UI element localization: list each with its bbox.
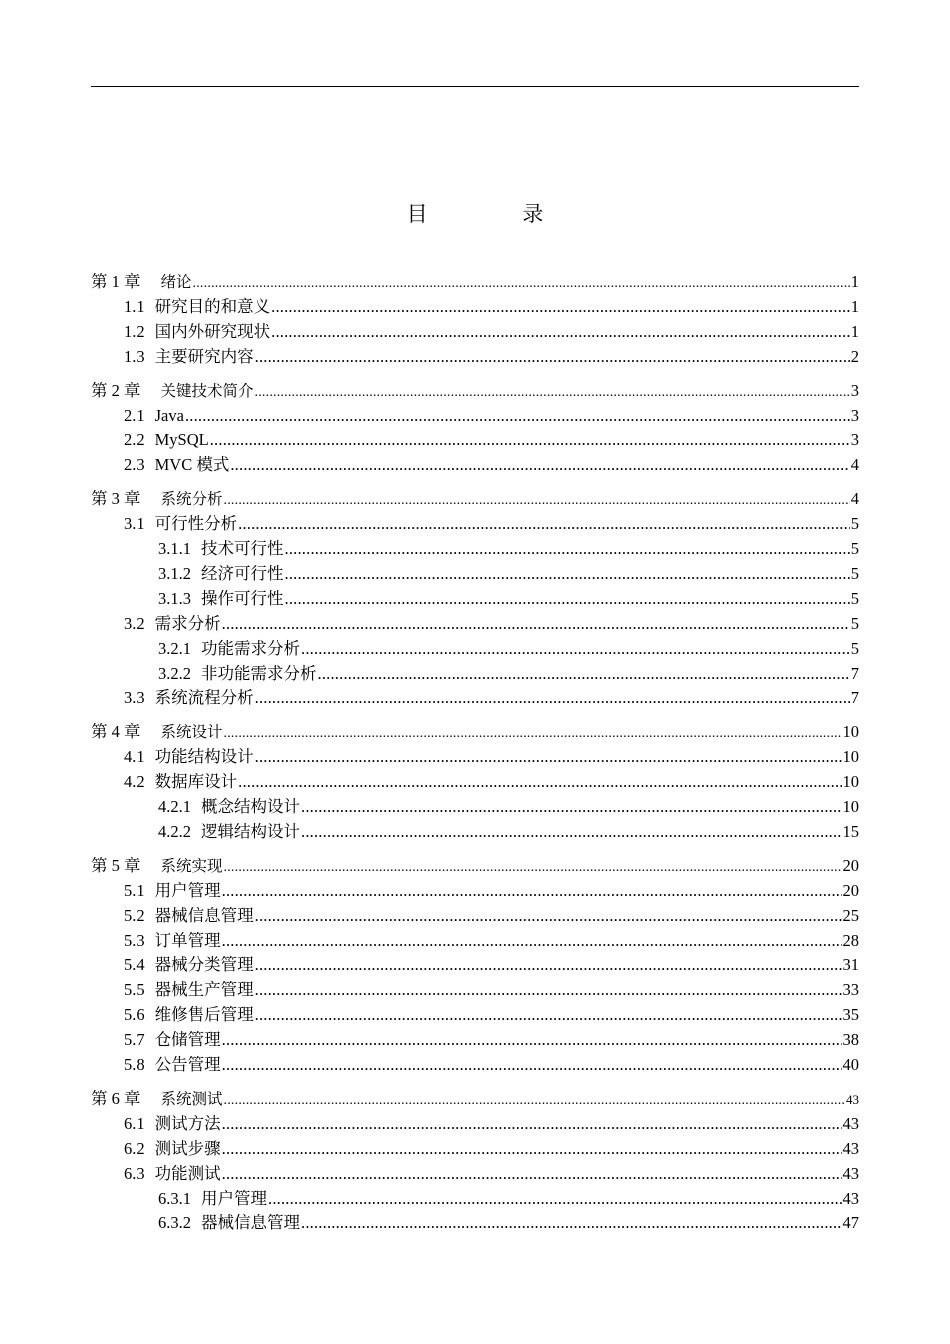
toc-entry-number: 3.2.1	[158, 638, 191, 658]
toc-page-number: 43	[846, 1091, 859, 1107]
toc-entry-title: 技术可行性	[201, 539, 284, 558]
toc-entry-number: 3.2.2	[158, 663, 191, 683]
toc-section-entry[interactable]	[91, 403, 859, 428]
toc-dot-leader	[185, 403, 850, 428]
toc-entry-number: 1.1	[124, 296, 145, 316]
toc-entry-title: 系统测试	[160, 1089, 223, 1108]
toc-page-number: 3	[850, 430, 859, 450]
toc-dot-leader	[255, 379, 850, 405]
toc-entry-number: 第 5 章	[91, 855, 141, 875]
header-rule	[91, 86, 859, 87]
toc-page-number: 5	[850, 588, 859, 608]
toc-entry-title: 器械分类管理	[154, 955, 254, 975]
toc-entry-number: 第 6 章	[91, 1088, 141, 1108]
toc-page-number: 5	[850, 563, 859, 583]
toc-page-number: 5	[850, 514, 859, 534]
toc-chapter-entry[interactable]	[91, 269, 859, 294]
toc-section-entry[interactable]	[91, 294, 859, 319]
toc-entry-title: 国内外研究现状	[154, 321, 271, 341]
toc-page-number: 10	[842, 722, 859, 742]
toc-entry-title: Java	[154, 405, 184, 425]
toc-page-number: 47	[842, 1213, 859, 1233]
toc-dot-leader	[285, 561, 850, 586]
toc-entry-title: 测试步骤	[154, 1138, 221, 1158]
toc-dot-leader	[255, 903, 842, 928]
toc-section-entry[interactable]	[91, 685, 859, 710]
toc-page-number: 2	[850, 346, 859, 366]
toc-dot-leader	[255, 344, 850, 369]
toc-dot-leader	[301, 1210, 842, 1235]
toc-section-entry[interactable]	[91, 1052, 859, 1077]
toc-section-entry[interactable]	[91, 1027, 859, 1052]
toc-entry-number: 3.2	[124, 613, 145, 633]
toc-section-entry[interactable]	[91, 427, 859, 452]
toc-entry-title: 器械信息管理	[154, 905, 254, 925]
toc-entry-title: 维修售后管理	[154, 1005, 254, 1025]
toc-page-number: 10	[842, 772, 859, 792]
toc-dot-leader	[193, 270, 850, 296]
toc-entry-number: 3.1.2	[158, 563, 191, 583]
toc-page-number: 1	[850, 321, 859, 341]
toc-section-entry[interactable]	[91, 878, 859, 903]
toc-section-entry[interactable]	[91, 511, 859, 536]
toc-entry-title: 系统设计	[160, 723, 223, 742]
toc-dot-leader	[210, 427, 850, 452]
toc-section-entry[interactable]	[91, 928, 859, 953]
toc-entry-title: 系统流程分析	[154, 688, 254, 708]
toc-entry-number: 4.2.2	[158, 821, 191, 841]
toc-entry-title: 系统分析	[160, 490, 223, 509]
toc-entry-number: 6.2	[124, 1138, 145, 1158]
toc-dot-leader	[222, 1136, 842, 1161]
toc-page-number: 25	[842, 905, 859, 925]
toc-entry-number: 第 2 章	[91, 380, 141, 400]
toc-chapter-entry[interactable]	[91, 486, 859, 511]
toc-dot-leader	[285, 586, 850, 611]
toc-dot-leader	[222, 1027, 842, 1052]
toc-entry-title: 用户管理	[201, 1188, 267, 1208]
toc-entry-number: 第 3 章	[91, 489, 141, 509]
toc-section-entry[interactable]	[91, 319, 859, 344]
toc-page-number: 40	[842, 1055, 859, 1074]
toc-section-entry[interactable]	[91, 1111, 859, 1136]
toc-page-number: 43	[842, 1138, 859, 1158]
toc-section-entry[interactable]	[91, 344, 859, 369]
toc-entry-number: 6.3.2	[158, 1213, 191, 1233]
toc-section-entry[interactable]	[91, 1210, 859, 1235]
toc-dot-leader	[255, 977, 842, 1002]
toc-entry-number: 5.2	[124, 905, 145, 925]
toc-dot-leader	[238, 511, 850, 536]
toc-dot-leader	[271, 294, 850, 319]
toc-page-number: 5	[850, 613, 859, 633]
toc-dot-leader	[255, 685, 850, 710]
toc-entry-number: 5.3	[124, 930, 145, 950]
toc-page-number: 31	[842, 955, 859, 975]
toc-dot-leader	[222, 1161, 842, 1186]
toc-page-number: 43	[842, 1113, 859, 1133]
toc-entry-number: 第 1 章	[91, 272, 141, 291]
toc-section-entry[interactable]	[91, 636, 859, 661]
toc-page-number: 35	[842, 1005, 859, 1025]
toc-dot-leader	[318, 661, 850, 686]
toc-page-number: 20	[842, 855, 859, 875]
toc-entry-title: 数据库设计	[154, 772, 238, 792]
toc-entry-title: 器械信息管理	[201, 1213, 300, 1233]
toc-entry-title: 操作可行性	[201, 588, 284, 608]
toc-dot-leader	[222, 1111, 842, 1136]
toc-entry-title: 关键技术简介	[160, 381, 254, 400]
toc-page-number: 33	[842, 980, 859, 1000]
toc-page-number: 4	[850, 489, 859, 509]
toc-entry-title: 研究目的和意义	[154, 296, 271, 316]
toc-entry-title: 逻辑结构设计	[201, 821, 300, 841]
toc-dot-leader	[224, 1087, 845, 1113]
toc-entry-number: 3.1.1	[158, 539, 191, 558]
toc-section-entry[interactable]	[91, 952, 859, 977]
toc-entry-number: 4.2	[124, 772, 145, 792]
toc-title: 目 录	[406, 202, 588, 226]
toc-entry-number: 5.6	[124, 1005, 145, 1025]
toc-page-number: 7	[850, 688, 859, 708]
toc-chapter-entry[interactable]	[91, 853, 859, 878]
toc-page-number: 3	[850, 380, 859, 400]
toc-dot-leader	[224, 487, 850, 513]
toc-entry-title: 器械生产管理	[154, 980, 254, 1000]
toc-entry-title: 公告管理	[154, 1055, 221, 1074]
toc-dot-leader	[230, 452, 849, 477]
toc-entry-number: 4.1	[124, 747, 145, 767]
toc-entry-number: 2.1	[124, 405, 145, 425]
toc-entry-number: 5.1	[124, 880, 145, 900]
toc-entry-number: 5.5	[124, 980, 145, 1000]
toc-entry-number: 3.1	[124, 514, 145, 534]
toc-dot-leader	[301, 636, 850, 661]
toc-page-number: 10	[842, 747, 859, 767]
toc-section-entry[interactable]	[91, 661, 859, 686]
toc-entry-title: 概念结构设计	[201, 797, 300, 816]
toc-entry-title: 功能测试	[154, 1163, 221, 1183]
toc-dot-leader	[301, 819, 842, 844]
toc-section-entry[interactable]	[91, 452, 859, 477]
toc-entry-title: 非功能需求分析	[201, 663, 317, 683]
toc-dot-leader	[222, 928, 842, 953]
toc-entry-title: MySQL	[154, 430, 209, 450]
toc-chapter-entry[interactable]	[91, 378, 859, 403]
toc-entry-number: 3.3	[124, 688, 145, 708]
toc-entry-title: 绪论	[160, 273, 192, 291]
toc-dot-leader	[222, 1052, 842, 1077]
toc-section-entry[interactable]	[91, 1136, 859, 1161]
toc-page-number: 5	[850, 539, 859, 558]
toc-entry-number: 1.2	[124, 321, 145, 341]
toc-entry-title: 测试方法	[154, 1113, 221, 1133]
toc-entry-title: 仓储管理	[154, 1030, 221, 1050]
toc-page-number: 43	[842, 1188, 859, 1208]
toc-section-entry[interactable]	[91, 794, 859, 819]
toc-dot-leader	[255, 1002, 842, 1027]
toc-section-entry[interactable]	[91, 819, 859, 844]
toc-entry-number: 1.3	[124, 346, 145, 366]
toc-entry-number: 6.1	[124, 1113, 145, 1133]
toc-section-entry[interactable]	[91, 903, 859, 928]
toc-entry-title: 功能需求分析	[201, 638, 300, 658]
toc-section-entry[interactable]	[91, 769, 859, 794]
toc-entry-number: 6.3	[124, 1163, 145, 1183]
toc-entry-number: 3.1.3	[158, 588, 191, 608]
toc-page-number: 28	[842, 930, 859, 950]
toc-entry-number: 6.3.1	[158, 1188, 191, 1208]
toc-entry-number: 第 4 章	[91, 722, 141, 742]
toc-entry-title: 需求分析	[154, 613, 221, 633]
toc-page-number: 3	[850, 405, 859, 425]
toc-section-entry[interactable]	[91, 536, 859, 561]
toc-chapter-entry[interactable]	[91, 1086, 859, 1111]
toc-entry-number: 4.2.1	[158, 797, 191, 816]
toc-dot-leader	[224, 854, 842, 880]
toc-section-entry[interactable]	[91, 586, 859, 611]
toc-section-entry[interactable]	[91, 611, 859, 636]
toc-section-entry[interactable]	[91, 977, 859, 1002]
toc-section-entry[interactable]	[91, 561, 859, 586]
toc-page-number: 1	[850, 296, 859, 316]
toc-entry-title: 订单管理	[154, 930, 221, 950]
toc-entry-title: 系统实现	[160, 856, 223, 875]
toc-dot-leader	[222, 878, 842, 903]
toc-entry-number: 2.2	[124, 430, 145, 450]
toc-dot-leader	[268, 1186, 842, 1211]
toc-chapter-entry[interactable]	[91, 719, 859, 744]
toc-entry-title: 可行性分析	[154, 514, 238, 534]
toc-entry-number: 5.7	[124, 1030, 145, 1050]
toc-entry-title: 用户管理	[154, 880, 221, 900]
toc-entry-title: MVC 模式	[154, 455, 230, 475]
toc-page-number: 38	[842, 1030, 859, 1050]
toc-page-number: 7	[850, 663, 859, 683]
toc-page-number: 20	[842, 880, 859, 900]
toc-dot-leader	[271, 319, 850, 344]
toc-entry-title: 经济可行性	[201, 563, 284, 583]
toc-section-entry[interactable]	[91, 1186, 859, 1211]
toc-entry-title: 功能结构设计	[154, 747, 254, 767]
toc-page-number: 15	[842, 821, 859, 841]
toc-section-entry[interactable]	[91, 744, 859, 769]
toc-page-number: 5	[850, 638, 859, 658]
toc-dot-leader	[255, 744, 842, 769]
toc-entry-number: 5.8	[124, 1055, 145, 1074]
toc-dot-leader	[301, 794, 842, 819]
toc-page-number: 10	[842, 797, 859, 816]
toc-dot-leader	[285, 536, 850, 561]
toc-section-entry[interactable]	[91, 1002, 859, 1027]
toc-dot-leader	[222, 611, 850, 636]
toc-dot-leader	[224, 720, 842, 746]
toc-entry-number: 5.4	[124, 955, 145, 975]
toc-section-entry[interactable]	[91, 1161, 859, 1186]
toc-page-number: 1	[850, 272, 859, 291]
toc-page-number: 43	[842, 1163, 859, 1183]
toc-dot-leader	[255, 952, 842, 977]
toc-entry-number: 2.3	[124, 455, 145, 475]
toc-dot-leader	[238, 769, 841, 794]
toc-entry-title: 主要研究内容	[154, 346, 254, 366]
toc-page-number: 4	[850, 455, 859, 475]
